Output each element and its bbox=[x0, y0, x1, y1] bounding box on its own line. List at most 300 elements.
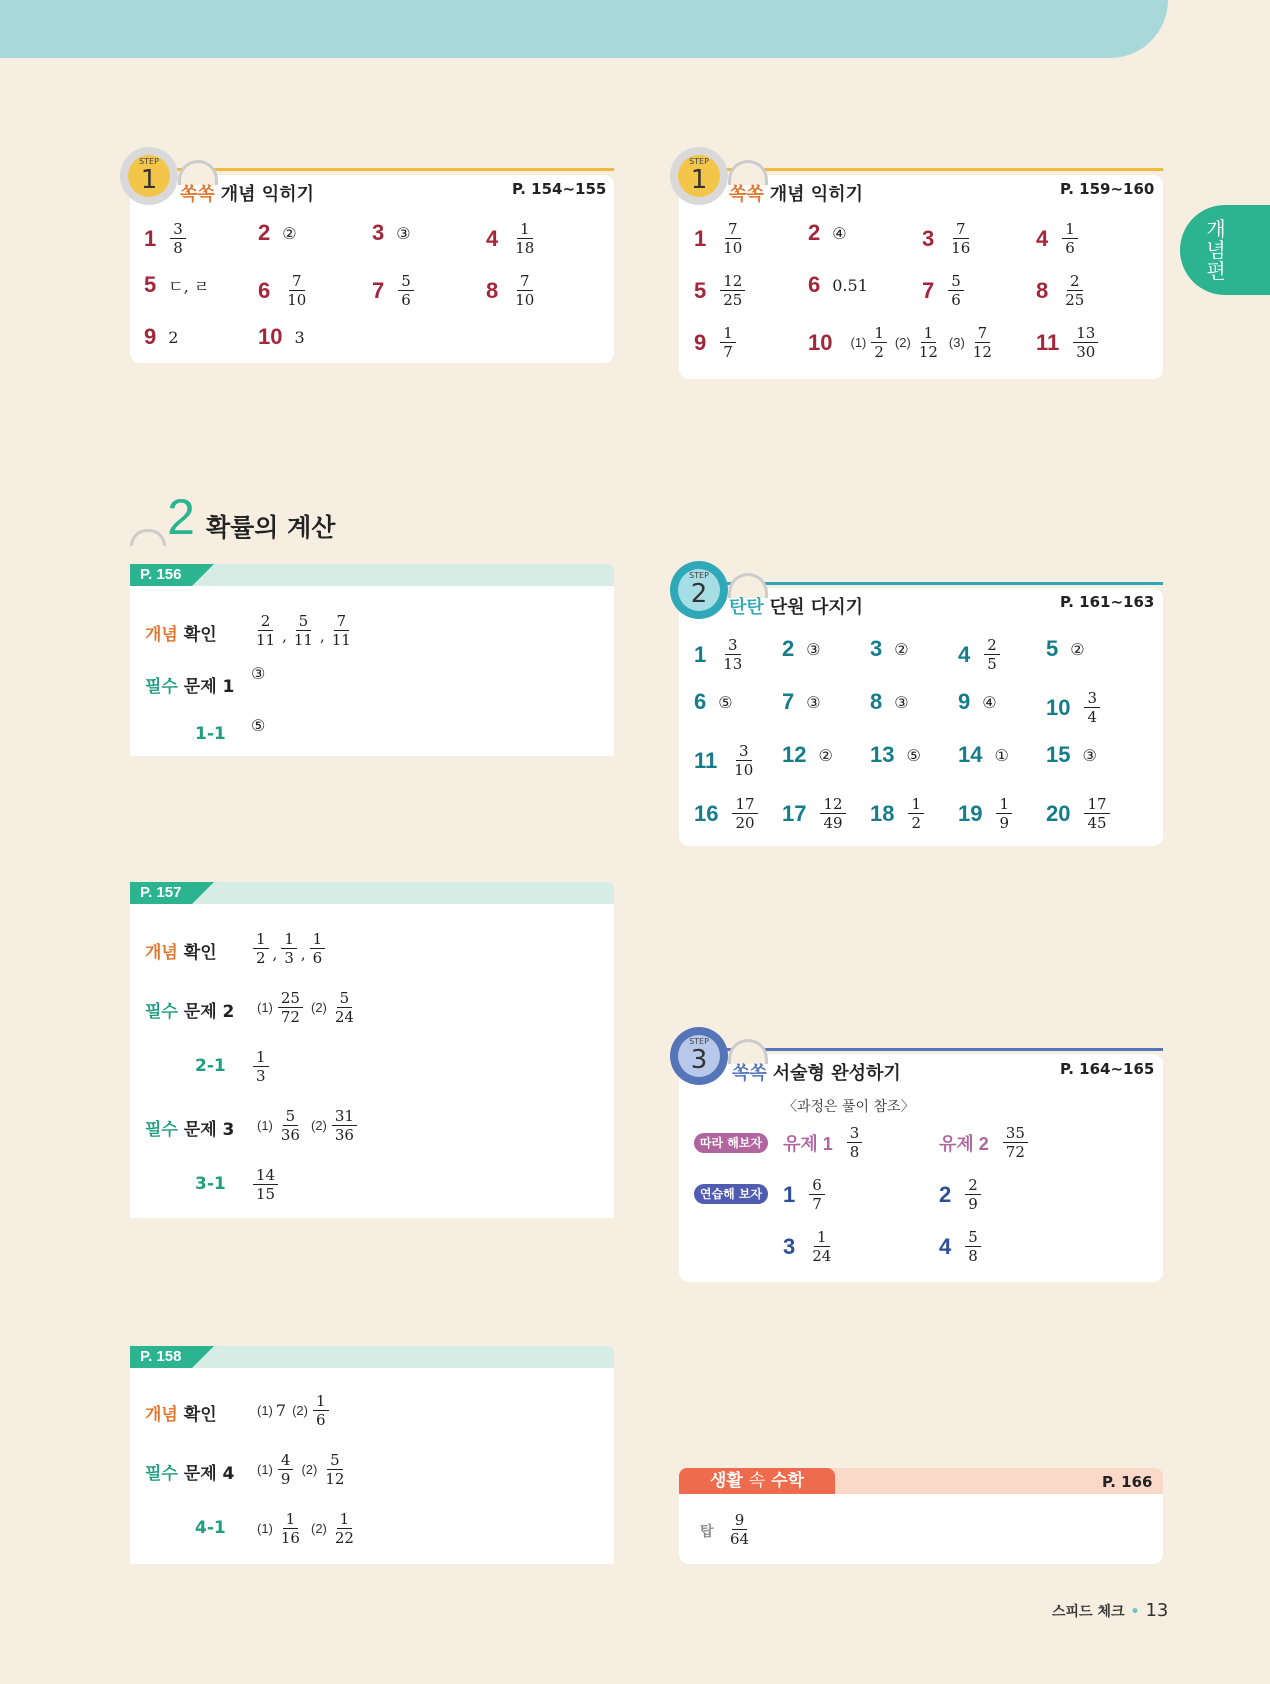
fraction-denominator: 12 bbox=[972, 343, 992, 361]
fraction-numerator: 13 bbox=[1073, 324, 1098, 343]
row-label bbox=[145, 1459, 234, 1484]
fraction-denominator: 4 bbox=[1087, 708, 1098, 726]
item-number: 3 bbox=[372, 220, 385, 245]
fraction bbox=[310, 930, 326, 967]
row-label-head: 필수 bbox=[145, 1120, 178, 1140]
item-number: 10 bbox=[258, 324, 283, 349]
fraction-numerator: 6 bbox=[809, 1176, 825, 1195]
fraction-denominator: 10 bbox=[734, 761, 754, 779]
answer-item bbox=[870, 795, 926, 832]
fraction bbox=[720, 324, 736, 361]
row-answer bbox=[251, 716, 265, 735]
step-badge-3: STEP 3 bbox=[670, 1027, 728, 1085]
step1-b-title: 쏙쏙 개념 익히기 bbox=[729, 184, 863, 205]
fraction-numerator: 7 bbox=[975, 324, 991, 343]
item-number: 11 bbox=[1036, 329, 1060, 355]
fraction bbox=[984, 636, 1000, 673]
item-number: 6 bbox=[694, 689, 707, 714]
row-label bbox=[145, 938, 217, 963]
side-tab[interactable]: 개념편 bbox=[1180, 205, 1270, 295]
answer-value: ⑤ bbox=[251, 716, 266, 735]
life-header-tab: 생활 속 수학 bbox=[679, 1468, 835, 1494]
answer-value: 2 bbox=[168, 327, 179, 347]
answer-value: ③ bbox=[806, 639, 821, 659]
item-number: 유제 1 bbox=[783, 1133, 833, 1154]
answer-value: ③ bbox=[1082, 745, 1097, 765]
fraction bbox=[916, 324, 941, 361]
fraction bbox=[720, 636, 745, 673]
row-label-head: 필수 bbox=[145, 677, 178, 697]
sub-label: (1) bbox=[257, 1118, 273, 1133]
answer-value: ③ bbox=[806, 692, 821, 712]
item-number: 3 bbox=[870, 636, 883, 661]
row-label-tail: 문제 2 bbox=[183, 1002, 235, 1022]
fraction-numerator: 1 bbox=[1062, 220, 1078, 239]
answer-item bbox=[144, 272, 209, 298]
step2-title: 탄탄 단원 다지기 bbox=[729, 597, 863, 618]
separator: , bbox=[319, 627, 325, 645]
fraction-numerator: 12 bbox=[720, 272, 745, 291]
answer-item bbox=[1046, 795, 1112, 832]
item-number: 1 bbox=[783, 1181, 796, 1207]
fraction-numerator: 2 bbox=[258, 612, 274, 631]
answer-value: ⑤ bbox=[718, 692, 733, 712]
fraction-numerator: 17 bbox=[1084, 795, 1109, 814]
step1-a-pages: P. 154∼155 bbox=[512, 180, 607, 198]
fraction-denominator: 3 bbox=[256, 1067, 266, 1085]
fraction-numerator: 2 bbox=[1067, 272, 1083, 291]
row-label bbox=[195, 724, 226, 744]
answer-item bbox=[694, 742, 758, 779]
sub-label: (2) bbox=[310, 1118, 327, 1133]
row-label-tail: 확인 bbox=[183, 1405, 217, 1425]
row-answer bbox=[251, 1107, 359, 1144]
answer-item bbox=[958, 795, 1014, 832]
fraction bbox=[948, 220, 973, 257]
fraction-numerator: 5 bbox=[965, 1228, 981, 1247]
fraction-numerator: 5 bbox=[283, 1107, 299, 1126]
fraction bbox=[512, 272, 537, 309]
row-label-sub: 4-1 bbox=[195, 1518, 226, 1538]
item-number: 8 bbox=[486, 277, 499, 303]
fraction bbox=[253, 1166, 278, 1203]
fraction-denominator: 10 bbox=[515, 291, 535, 309]
answer-item bbox=[486, 272, 539, 309]
answer-item bbox=[808, 272, 868, 298]
item-number: 19 bbox=[958, 800, 983, 826]
answer-value: 3 bbox=[294, 327, 305, 347]
follow-pill: 따라 해보자 bbox=[694, 1133, 768, 1153]
row-label-tail: 문제 4 bbox=[183, 1464, 235, 1484]
step3-rule bbox=[720, 1048, 1163, 1051]
item-number: 5 bbox=[694, 277, 707, 303]
answer-item bbox=[258, 324, 305, 350]
answer-value: ① bbox=[994, 745, 1009, 765]
item-number: 10 bbox=[808, 329, 833, 355]
row-label bbox=[145, 620, 217, 645]
p156-tag: P. 156 bbox=[130, 564, 614, 586]
row-answer bbox=[251, 1392, 331, 1429]
item-number: 7 bbox=[782, 689, 795, 714]
fraction bbox=[820, 795, 845, 832]
fraction-denominator: 49 bbox=[823, 814, 843, 832]
answer-item bbox=[1046, 742, 1097, 768]
row-label-head: 필수 bbox=[145, 1464, 178, 1484]
fraction bbox=[847, 1124, 863, 1161]
fraction-denominator: 10 bbox=[723, 239, 743, 257]
step3-card bbox=[679, 1054, 1163, 1282]
fraction bbox=[278, 1451, 294, 1488]
fraction bbox=[1062, 272, 1087, 309]
item-number: 3 bbox=[783, 1233, 796, 1259]
fraction-denominator: 20 bbox=[735, 814, 755, 832]
section-heading bbox=[130, 488, 335, 546]
life-answer-label: 탑 bbox=[700, 1524, 714, 1540]
item-number: 6 bbox=[808, 272, 821, 297]
row-label bbox=[195, 1174, 226, 1194]
fraction bbox=[720, 272, 745, 309]
fraction-numerator: 1 bbox=[814, 1228, 830, 1247]
fraction-denominator: 36 bbox=[280, 1126, 300, 1144]
item-number: 7 bbox=[922, 277, 935, 303]
item-number: 17 bbox=[782, 800, 807, 826]
answer-value: ④ bbox=[832, 223, 847, 243]
answer-item bbox=[144, 324, 178, 350]
answer-item bbox=[258, 220, 297, 246]
fraction-numerator: 5 bbox=[948, 272, 964, 291]
separator: , bbox=[272, 945, 278, 963]
item-number: 15 bbox=[1046, 742, 1071, 767]
fraction-numerator: 2 bbox=[965, 1176, 981, 1195]
answer-item bbox=[922, 220, 975, 257]
answer-item bbox=[694, 636, 747, 673]
answer-item bbox=[870, 742, 921, 768]
item-number: 3 bbox=[922, 225, 935, 251]
answer-item bbox=[782, 795, 848, 832]
answer-item bbox=[808, 220, 847, 246]
fraction bbox=[278, 989, 303, 1026]
answer-item bbox=[782, 689, 821, 715]
answer-item bbox=[782, 742, 833, 768]
answer-value: ③ bbox=[396, 223, 411, 243]
item-number: 1 bbox=[144, 225, 157, 251]
answer-item bbox=[694, 324, 738, 361]
answer-item bbox=[1046, 689, 1102, 726]
answer-item bbox=[922, 272, 966, 309]
step1-b-pages: P. 159∼160 bbox=[1060, 180, 1155, 198]
answer-value: ③ bbox=[894, 692, 909, 712]
row-label-tail: 확인 bbox=[183, 943, 217, 963]
fraction-denominator: 9 bbox=[968, 1195, 978, 1213]
answer-item bbox=[870, 689, 909, 715]
fraction-numerator: 35 bbox=[1003, 1124, 1028, 1143]
fraction bbox=[398, 272, 414, 309]
fraction-denominator: 7 bbox=[812, 1195, 822, 1213]
step1-a-rule bbox=[170, 168, 614, 171]
fraction-denominator: 5 bbox=[987, 655, 997, 673]
answer-item bbox=[486, 220, 539, 257]
top-banner bbox=[0, 0, 1168, 58]
fraction-denominator: 2 bbox=[874, 343, 884, 361]
row-label-tail: 문제 3 bbox=[183, 1120, 235, 1140]
step-badge-1a: STEP 1 bbox=[120, 147, 178, 205]
fraction-numerator: 5 bbox=[337, 989, 353, 1008]
fraction-denominator: 12 bbox=[918, 343, 938, 361]
step-badge-2: STEP 2 bbox=[670, 561, 728, 619]
item-number: 13 bbox=[870, 742, 895, 767]
answer-item bbox=[783, 1124, 864, 1161]
answer-item bbox=[1046, 636, 1085, 662]
fraction bbox=[908, 795, 924, 832]
sub-label: (1) bbox=[257, 1462, 273, 1477]
fraction-denominator: 24 bbox=[812, 1247, 832, 1265]
fraction bbox=[284, 272, 309, 309]
sub-label: (2) bbox=[292, 1403, 308, 1418]
item-number: 12 bbox=[782, 742, 807, 767]
fraction-denominator: 24 bbox=[334, 1008, 354, 1026]
page-footer: 스피드 체크 • 13 bbox=[1052, 1600, 1169, 1621]
answer-value: ② bbox=[282, 223, 297, 243]
row-answer bbox=[251, 930, 327, 967]
fraction-numerator: 1 bbox=[283, 1510, 299, 1529]
answer-item bbox=[783, 1176, 827, 1213]
row-label-head: 개념 bbox=[145, 1405, 178, 1425]
answer-item bbox=[782, 636, 821, 662]
fraction-numerator: 1 bbox=[996, 795, 1012, 814]
row-answer bbox=[251, 1510, 359, 1547]
step3-title: 쏙쏙 서술형 완성하기 bbox=[732, 1063, 901, 1084]
item-number: 9 bbox=[694, 329, 707, 355]
fraction-numerator: 7 bbox=[289, 272, 305, 291]
item-number: 유제 2 bbox=[939, 1133, 989, 1154]
answer-item bbox=[808, 324, 997, 361]
item-number: 4 bbox=[486, 225, 499, 251]
row-label bbox=[195, 1518, 226, 1538]
fraction bbox=[278, 1107, 303, 1144]
fraction bbox=[732, 795, 757, 832]
answer-item bbox=[958, 689, 997, 715]
step-badge-1b: STEP 1 bbox=[670, 147, 728, 205]
fraction-denominator: 25 bbox=[723, 291, 743, 309]
fraction-numerator: 2 bbox=[984, 636, 1000, 655]
answer-item bbox=[939, 1176, 983, 1213]
item-number: 14 bbox=[958, 742, 983, 767]
fraction-denominator: 11 bbox=[293, 631, 313, 649]
answer-item bbox=[870, 636, 909, 662]
fraction-denominator: 12 bbox=[325, 1470, 345, 1488]
answer-item bbox=[1036, 324, 1100, 361]
item-number: 4 bbox=[939, 1233, 952, 1259]
fraction bbox=[253, 930, 269, 967]
fraction-denominator: 7 bbox=[723, 343, 733, 361]
item-number: 18 bbox=[870, 800, 895, 826]
practice-pill: 연습해 보자 bbox=[694, 1184, 768, 1204]
fraction bbox=[731, 742, 756, 779]
fraction-numerator: 3 bbox=[170, 220, 186, 239]
fraction-numerator: 25 bbox=[278, 989, 303, 1008]
life-answer-value bbox=[725, 1511, 754, 1548]
fraction bbox=[1084, 795, 1109, 832]
item-number: 1 bbox=[694, 225, 707, 251]
step2-pages: P. 161∼163 bbox=[1060, 593, 1155, 611]
fraction-denominator: 2 bbox=[256, 949, 266, 967]
fraction-numerator: 1 bbox=[253, 930, 269, 949]
fraction bbox=[332, 989, 357, 1026]
item-number: 5 bbox=[144, 272, 157, 297]
answer-item bbox=[694, 220, 747, 257]
answer-value: ⑤ bbox=[906, 745, 921, 765]
sub-label: (2) bbox=[301, 1462, 318, 1477]
row-label bbox=[145, 1115, 234, 1140]
fraction-numerator: 1 bbox=[908, 795, 924, 814]
answer-item bbox=[694, 272, 747, 309]
item-number: 4 bbox=[958, 641, 971, 667]
row-label-tail: 확인 bbox=[183, 625, 217, 645]
fraction-numerator: 7 bbox=[725, 220, 741, 239]
fraction bbox=[970, 324, 995, 361]
fraction-numerator: 5 bbox=[398, 272, 414, 291]
item-number: 7 bbox=[372, 277, 385, 303]
section-arc-icon bbox=[130, 529, 166, 546]
row-label bbox=[145, 997, 234, 1022]
item-number: 8 bbox=[870, 689, 883, 714]
answer-item bbox=[939, 1124, 1030, 1161]
row-label-sub: 2-1 bbox=[195, 1056, 226, 1076]
fraction-numerator: 3 bbox=[847, 1124, 863, 1143]
separator: , bbox=[300, 945, 306, 963]
step3-note: 〈과정은 풀이 참조〉 bbox=[783, 1099, 915, 1115]
answer-value: ② bbox=[894, 639, 909, 659]
fraction-denominator: 2 bbox=[911, 814, 922, 832]
fraction-denominator: 16 bbox=[951, 239, 971, 257]
fraction-numerator: 1 bbox=[281, 930, 297, 949]
fraction-numerator: 12 bbox=[820, 795, 845, 814]
separator: , bbox=[282, 627, 287, 645]
fraction-numerator: 3 bbox=[1084, 689, 1100, 708]
item-number: 16 bbox=[694, 800, 719, 826]
item-number: 4 bbox=[1036, 225, 1049, 251]
p157-card bbox=[130, 882, 614, 1218]
fraction-denominator: 3 bbox=[284, 949, 294, 967]
answer-value: ㄷ, ㄹ bbox=[168, 276, 210, 296]
fraction-denominator: 30 bbox=[1076, 343, 1096, 361]
row-label-head: 필수 bbox=[145, 1002, 178, 1022]
fraction bbox=[170, 220, 186, 257]
answer-value: ③ bbox=[251, 664, 266, 683]
answer-item bbox=[958, 636, 1002, 673]
fraction bbox=[332, 1107, 357, 1144]
fraction bbox=[965, 1228, 981, 1265]
fraction-denominator: 9 bbox=[999, 814, 1010, 832]
fraction-denominator: 6 bbox=[1065, 239, 1075, 257]
row-label-head: 개념 bbox=[145, 943, 178, 963]
fraction-numerator: 17 bbox=[732, 795, 757, 814]
step1-b-rule bbox=[720, 168, 1163, 171]
item-number: 8 bbox=[1036, 277, 1049, 303]
item-number: 9 bbox=[958, 689, 971, 714]
fraction-denominator: 6 bbox=[312, 949, 323, 967]
fraction bbox=[727, 1511, 752, 1548]
fraction-denominator: 22 bbox=[334, 1529, 354, 1547]
fraction-numerator: 7 bbox=[953, 220, 969, 239]
sub-label: (2) bbox=[894, 335, 911, 350]
answer-value: ② bbox=[818, 745, 833, 765]
answer-value: 7 bbox=[275, 1401, 287, 1420]
item-number: 2 bbox=[782, 636, 795, 661]
row-label-sub: 1-1 bbox=[195, 724, 226, 744]
fraction-denominator: 13 bbox=[723, 655, 743, 673]
answer-item bbox=[694, 689, 733, 715]
row-label bbox=[145, 672, 234, 697]
fraction bbox=[322, 1451, 347, 1488]
fraction-denominator: 25 bbox=[1065, 291, 1085, 309]
fraction-denominator: 11 bbox=[256, 631, 276, 649]
fraction-denominator: 6 bbox=[951, 291, 961, 309]
fraction-numerator: 1 bbox=[253, 1048, 269, 1067]
row-answer bbox=[251, 989, 359, 1026]
answer-item bbox=[144, 220, 188, 257]
fraction-denominator: 64 bbox=[730, 1530, 750, 1548]
fraction-numerator: 7 bbox=[517, 272, 533, 291]
fraction-denominator: 6 bbox=[401, 291, 411, 309]
fraction-numerator: 1 bbox=[313, 1392, 329, 1411]
fraction-denominator: 8 bbox=[849, 1143, 860, 1161]
fraction-denominator: 9 bbox=[280, 1470, 291, 1488]
fraction-denominator: 72 bbox=[1005, 1143, 1025, 1161]
fraction-denominator: 11 bbox=[331, 631, 351, 649]
fraction-numerator: 3 bbox=[736, 742, 752, 761]
p158-tag: P. 158 bbox=[130, 1346, 614, 1368]
fraction bbox=[253, 1048, 269, 1085]
item-number: 10 bbox=[1046, 694, 1071, 720]
item-number: 11 bbox=[694, 747, 718, 773]
row-label bbox=[195, 1056, 226, 1076]
fraction bbox=[253, 612, 278, 649]
row-label bbox=[145, 1400, 217, 1425]
fraction-numerator: 1 bbox=[871, 324, 887, 343]
item-number: 2 bbox=[939, 1181, 952, 1207]
fraction-numerator: 1 bbox=[921, 324, 937, 343]
fraction-denominator: 15 bbox=[256, 1185, 276, 1203]
row-answer bbox=[251, 1048, 271, 1085]
row-label-head: 개념 bbox=[145, 625, 178, 645]
life-pages: P. 166 bbox=[1102, 1473, 1153, 1491]
section-number: 2 bbox=[167, 489, 195, 545]
fraction-numerator: 1 bbox=[720, 324, 736, 343]
fraction-numerator: 9 bbox=[732, 1511, 748, 1530]
fraction bbox=[871, 324, 887, 361]
fraction bbox=[996, 795, 1012, 832]
row-label-tail: 문제 1 bbox=[183, 677, 235, 697]
answer-item bbox=[372, 272, 416, 309]
row-answer bbox=[251, 612, 356, 649]
sub-label: (2) bbox=[310, 1521, 327, 1536]
fraction-denominator: 72 bbox=[280, 1008, 300, 1026]
fraction bbox=[1003, 1124, 1028, 1161]
answer-item bbox=[1036, 272, 1089, 309]
fraction-denominator: 6 bbox=[315, 1411, 326, 1429]
sub-label: (3) bbox=[948, 335, 965, 350]
item-number: 1 bbox=[694, 641, 707, 667]
answer-item bbox=[939, 1228, 983, 1265]
section-title: 확률의 계산 bbox=[206, 513, 336, 542]
row-label-sub: 3-1 bbox=[195, 1174, 226, 1194]
answer-item bbox=[372, 220, 411, 246]
fraction bbox=[512, 220, 537, 257]
fraction-numerator: 1 bbox=[337, 1510, 353, 1529]
fraction bbox=[291, 612, 316, 649]
fraction bbox=[332, 1510, 357, 1547]
